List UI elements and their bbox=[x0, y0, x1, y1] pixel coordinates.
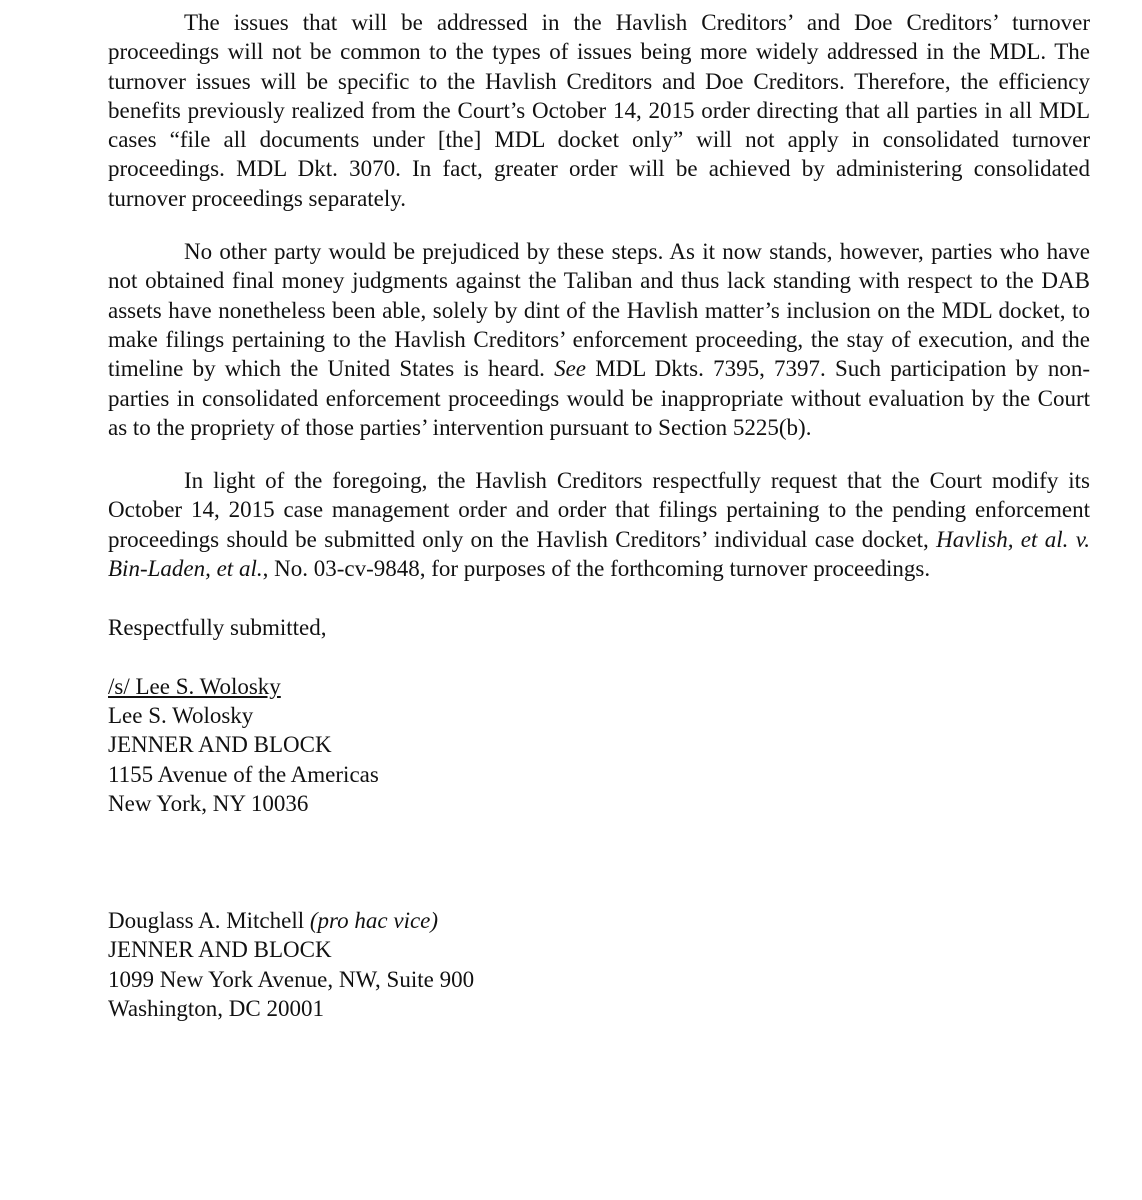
paragraph-text: MDL Dkts. 7395, 7397. Such participation by non-parties in consolidated enforcement proceedings would be inappropriate without evaluation by the Court as to the propriety of those parties’ intervention pursuant to Section 5225(b). bbox=[108, 356, 1091, 440]
address-line-1: 1099 New York Avenue, NW, Suite 900 bbox=[108, 966, 475, 992]
firm-name: JENNER AND BLOCK bbox=[108, 732, 332, 758]
electronic-signature: /s/ Lee S. Wolosky bbox=[108, 673, 281, 699]
pro-hac-vice-designation: (pro hac vice) bbox=[309, 908, 439, 934]
firm-name: JENNER AND BLOCK bbox=[108, 937, 332, 963]
signature-block-wolosky bbox=[108, 672, 1090, 818]
paragraph-text: , No. 03-cv-9848, for purposes of the forthcoming turnover proceedings. bbox=[262, 556, 931, 582]
paragraph-text: No other party would be prejudiced by these steps. As it now stands, however, parties who have not obtained final money judgments against the Taliban and thus lack standing with respect to the DAB assets have nonetheless been able, solely by dint of the Havlish matter’s inclusion on the MDL docket, to make filings pertaining to the Havlish Creditors’ enforcement proceeding, the stay of execution, and the timeline by which the United States is heard. bbox=[108, 239, 1090, 382]
signer-name: Douglass A. Mitchell bbox=[108, 908, 305, 934]
signer-name: Lee S. Wolosky bbox=[108, 702, 254, 728]
paragraph-text: The issues that will be addressed in the Havlish Creditors’ and Doe Creditors’ turnover proceedings will not be common to the types of issues being more widely addressed in the MDL. The turnover issues will be specific to the Havlish Creditors and Doe Creditors. Therefore, the efficiency benefits previously realized from the Court’s October 14, 2015 order directing that all parties in all MDL cases “file all documents under [the] MDL docket only” will not apply in consolidated turnover proceedings. MDL Dkt. 3070. In fact, greater order will be achieved by administering consolidated turnover proceedings separately. bbox=[108, 10, 1090, 211]
address-line-2: Washington, DC 20001 bbox=[108, 996, 325, 1022]
signature-block-mitchell bbox=[108, 906, 1090, 1023]
citation-signal: See bbox=[554, 356, 586, 382]
signer-name-line bbox=[108, 906, 1090, 935]
address-line-2: New York, NY 10036 bbox=[108, 790, 309, 816]
paragraph-text: In light of the foregoing, the Havlish Creditors respectfully request that the Court modify its October 14, 2015 case management order and order that filings pertaining to the pending enforcement proceedings should be submitted only on the Havlish Creditors’ individual case docket, bbox=[108, 468, 1090, 552]
case-name: Havlish, et al. v. Bin-Laden, et al. bbox=[108, 526, 1091, 582]
closing-line: Respectfully submitted, bbox=[108, 615, 327, 641]
document-page bbox=[108, 8, 1090, 1023]
paragraph-turnover-issues bbox=[108, 8, 1090, 213]
address-line-1: 1155 Avenue of the Americas bbox=[108, 761, 379, 787]
paragraph-no-prejudice bbox=[108, 237, 1090, 442]
paragraph-request bbox=[108, 466, 1090, 583]
